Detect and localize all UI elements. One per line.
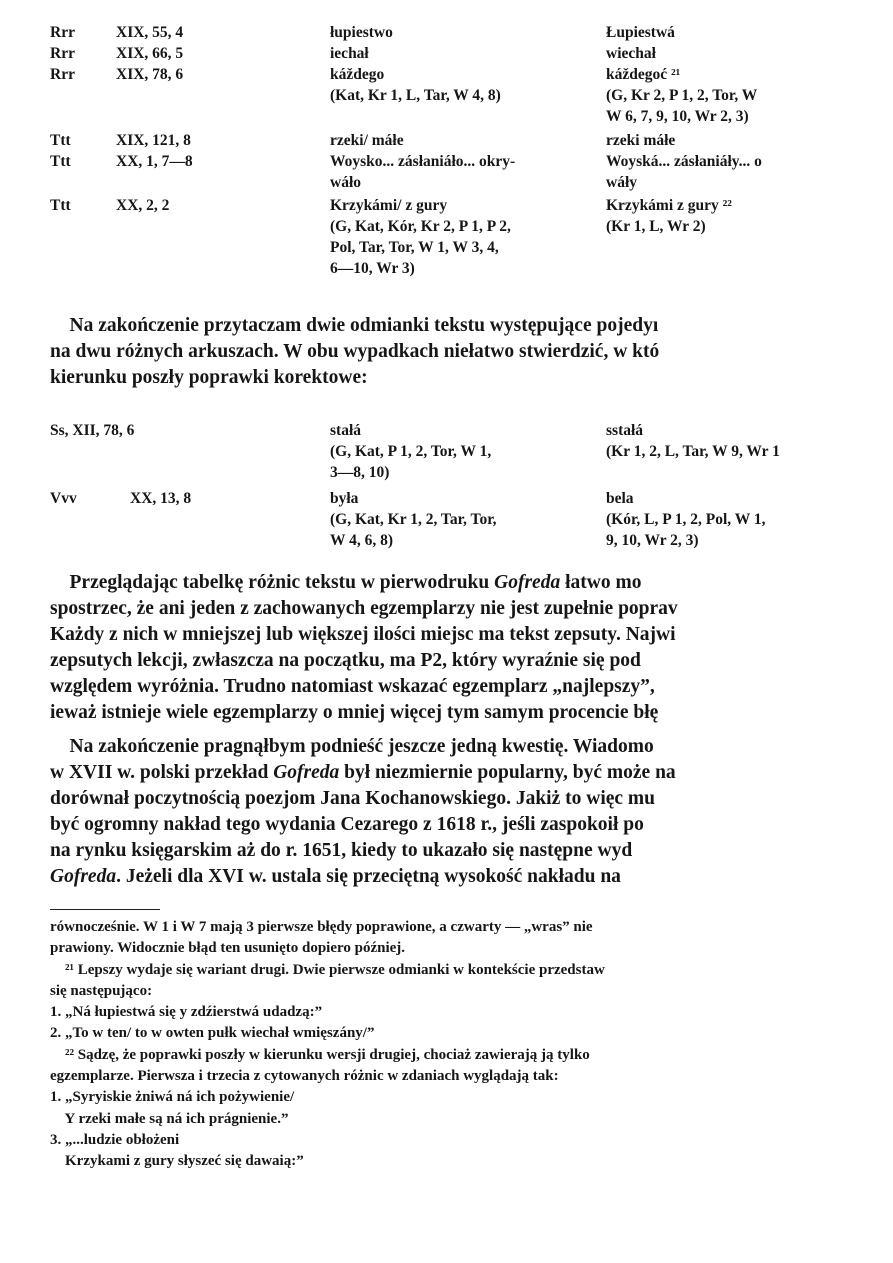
footnote-line: ²² Sądzę, że poprawki poszły w kierunku wersji drugiej, chociaż zawierają ją tylko <box>50 1046 590 1063</box>
text-line: na dwu różnych arkuszach. W obu wypadkach niełatwo stwierdzić, w któ <box>50 341 660 362</box>
footnote-line: równocześnie. W 1 i W 7 mają 3 pierwsze błędy poprawione, a czwarty — „wras” nie <box>50 919 593 935</box>
table-cell: Rrr <box>50 24 75 41</box>
table-cell: Ttt <box>50 132 71 149</box>
footnote-line: prawiony. Widocznie błąd ten usunięto dopiero później. <box>50 940 406 957</box>
title-gofreda: Gofreda <box>494 572 561 593</box>
table-cell: W 4, 6, 8) <box>330 532 394 549</box>
table-cell: (G, Kr 2, P 1, 2, Tor, W <box>606 87 758 104</box>
footnote-line: 2. „To w ten/ to w owten pułk wiechał wmięszány/” <box>50 1025 375 1042</box>
table-cell: Woyská... zásłaniáły... o <box>606 153 762 170</box>
table-cell: káždego <box>330 66 385 83</box>
table-cell: rzeki máłe <box>606 132 676 149</box>
footnote-separator <box>50 909 160 910</box>
table-cell: W 6, 7, 9, 10, Wr 2, 3) <box>606 108 749 125</box>
paragraph-table-summary <box>50 570 893 726</box>
table-cell: Rrr <box>50 45 75 62</box>
text-line: być ogromny nakład tego wydania Cezarego z 1618 r., jeśli zaspokoił po <box>50 814 644 835</box>
footnotes <box>50 917 893 1173</box>
title-gofreda: Gofreda <box>50 866 117 887</box>
table-cell: Vvv <box>50 490 77 507</box>
text-run: w XVII w. polski przekład <box>50 762 274 783</box>
text-line: zepsutych lekcji, zwłaszcza na początku, ma P2, który wyraźnie się pod <box>50 650 641 671</box>
table-cell: (G, Kat, Kr 1, 2, Tar, Tor, <box>330 511 497 528</box>
table-cell: Krzykámi/ z gury <box>330 197 448 214</box>
table-cell: wáło <box>330 174 361 191</box>
table-cell: XX, 13, 8 <box>130 490 192 507</box>
table-cell: rzeki/ máłe <box>330 132 404 149</box>
text-line <box>50 760 893 786</box>
table-cell: XX, 2, 2 <box>116 197 170 214</box>
text-line: spostrzec, że ani jeden z zachowanych egzemplarzy nie jest zupełnie poprav <box>50 598 678 619</box>
table-cell: 9, 10, Wr 2, 3) <box>606 532 699 549</box>
table-cell: (Kat, Kr 1, L, Tar, W 4, 8) <box>330 87 501 104</box>
text-line: Na zakończenie przytaczam dwie odmianki tekstu występujące pojedyı <box>50 315 659 336</box>
table-cell: Ttt <box>50 197 71 214</box>
text-line <box>50 864 893 890</box>
footnote-line: 1. „Ná łupiestwá się y zdźierstwá udadzą:” <box>50 1004 323 1021</box>
table-cell: stałá <box>330 422 361 439</box>
table-cell: 6—10, Wr 3) <box>330 260 415 277</box>
text-run: łatwo mo <box>560 572 642 593</box>
table-cell: Woysko... zásłaniáło... okry- <box>330 153 516 170</box>
text-line: dorównał poczytnością poezjom Jana Kochanowskiego. Jakiż to więc mu <box>50 788 656 809</box>
text-line: Na zakończenie pragnąłbym podnieść jeszcze jedną kwestię. Wiadomo <box>50 736 654 757</box>
table-cell: XIX, 66, 5 <box>116 45 184 62</box>
paragraph-popularity <box>50 734 893 890</box>
footnote-line: Krzykami z gury słyszeć się dawaią:” <box>50 1153 304 1170</box>
paragraph-closing-note <box>50 313 893 391</box>
table-cell: XIX, 121, 8 <box>116 132 191 149</box>
text-line <box>50 570 893 596</box>
text-line: kierunku poszły poprawki korektowe: <box>50 367 368 388</box>
table-cell: iechał <box>330 45 369 62</box>
footnote-line: Y rzeki małe są ná ich prágnienie.” <box>50 1110 289 1127</box>
footnote-line: 1. „Syryiskie żniwá ná ich pożywienie/ <box>50 1089 295 1106</box>
table-cell: bela <box>606 490 634 507</box>
table-cell: (G, Kat, P 1, 2, Tor, W 1, <box>330 443 492 460</box>
table-cell: (Kr 1, 2, L, Tar, W 9, Wr 1 <box>606 443 780 460</box>
footnote-line: się następująco: <box>50 982 153 999</box>
footnote-line: egzemplarze. Pierwsza i trzecia z cytowanych różnic w zdaniach wyglądają tak: <box>50 1068 559 1085</box>
table-cell: káždegoć ²¹ <box>606 66 681 83</box>
text-run: . Jeżeli dla XVI w. ustala się przeciętną wysokość nakładu na <box>116 866 621 887</box>
table-cell: Łupiestwá <box>606 24 675 41</box>
table-cell: 3—8, 10) <box>330 464 390 481</box>
footnote-line: ²¹ Lepszy wydaje się wariant drugi. Dwie pierwsze odmianki w kontekście przedstaw <box>50 961 605 978</box>
table-cell: była <box>330 490 359 507</box>
table-cell: (Kór, L, P 1, 2, Pol, W 1, <box>606 511 766 528</box>
footnote-line: 3. „...ludzie obłożeni <box>50 1131 180 1148</box>
table-cell: wiechał <box>606 45 656 62</box>
table-cell: wáły <box>606 174 637 191</box>
table-cell: łupiestwo <box>330 24 393 41</box>
title-gofreda: Gofreda <box>273 762 340 783</box>
table-cell: XX, 1, 7—8 <box>116 153 193 170</box>
table-cell: Krzykámi z gury ²² <box>606 197 732 214</box>
table-cell: Pol, Tar, Tor, W 1, W 3, 4, <box>330 239 499 256</box>
table-cell: XIX, 55, 4 <box>116 24 184 41</box>
table-cell: (G, Kat, Kór, Kr 2, P 1, P 2, <box>330 218 511 235</box>
text-line: względem wyróżnia. Trudno natomiast wskazać egzemplarz „najlepszy”, <box>50 676 655 697</box>
text-line: na rynku księgarskim aż do r. 1651, kiedy to ukazało się następne wyd <box>50 840 633 861</box>
text-run: był niezmiernie popularny, być może na <box>339 762 676 783</box>
text-line: Każdy z nich w mniejszej lub większej ilości miejsc ma tekst zepsuty. Najwi <box>50 624 676 645</box>
table-cell: Ss, XII, 78, 6 <box>50 422 135 439</box>
table-cell: (Kr 1, L, Wr 2) <box>606 218 706 235</box>
table-cell: Rrr <box>50 66 75 83</box>
table-cell: sstałá <box>606 422 644 439</box>
table-cell: Ttt <box>50 153 71 170</box>
text-run: Przeglądając tabelkę różnic tekstu w pierwodruku <box>50 572 495 593</box>
table-cell: XIX, 78, 6 <box>116 66 184 83</box>
text-line: ieważ istnieje wiele egzemplarzy o mniej więcej tym samym procencie błę <box>50 702 659 723</box>
